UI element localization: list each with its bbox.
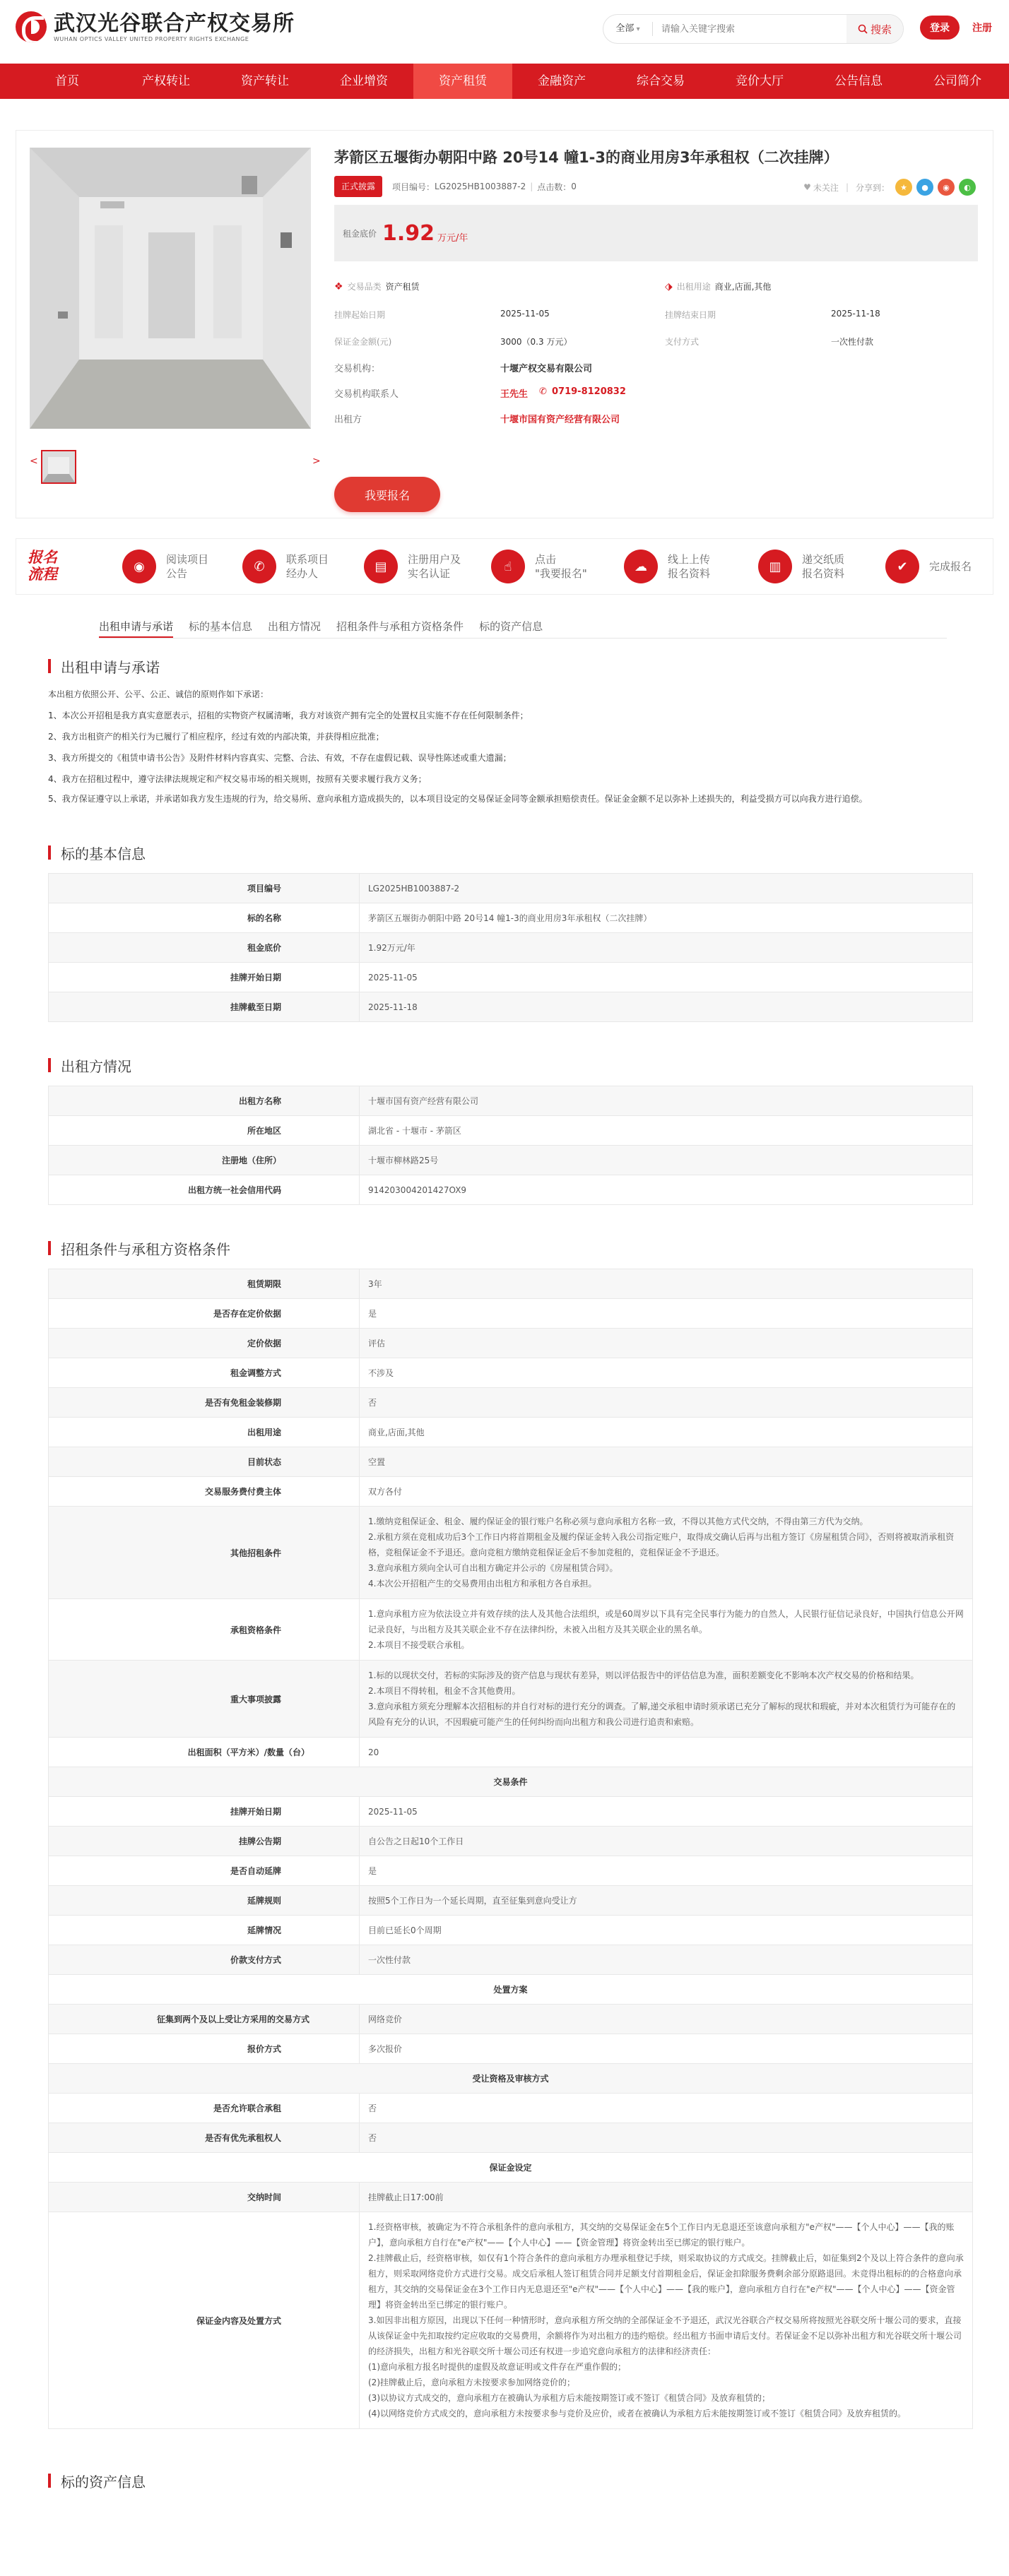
search-bar bbox=[603, 14, 904, 44]
detail-tab[interactable]: 标的基本信息 bbox=[189, 620, 253, 633]
listing-start-value: 2025-11-05 bbox=[500, 309, 550, 319]
nav-item[interactable]: 公司简介 bbox=[933, 74, 981, 88]
next-photo-arrow-icon[interactable]: > bbox=[312, 456, 321, 467]
pledge-line: 2、我方出租资产的相关行为已履行了相应程序，经过有效的内部决策，并获得相应批准； bbox=[48, 732, 384, 742]
category-icon: ❖ bbox=[334, 280, 343, 292]
main-nav bbox=[0, 64, 1009, 99]
project-code-label: 项目编号： bbox=[392, 182, 435, 192]
pledge-section bbox=[48, 657, 974, 808]
table-row bbox=[49, 1116, 973, 1146]
agency-value: 十堰产权交易有限公司 bbox=[500, 364, 593, 374]
flow-title-line2: 流程 bbox=[28, 566, 57, 583]
nav-item[interactable]: 综合交易 bbox=[637, 74, 685, 88]
row-value: 否 bbox=[360, 2094, 973, 2123]
meta-divider: | bbox=[530, 182, 533, 191]
payment-method-value: 一次性付款 bbox=[831, 337, 874, 347]
flow-step-label: 线上上传 报名资料 bbox=[668, 553, 711, 580]
row-key: 租赁期限 bbox=[49, 1269, 360, 1299]
row-key: 挂牌开始日期 bbox=[49, 963, 360, 992]
table-row bbox=[49, 1827, 973, 1856]
row-value: 目前已延长0个周期 bbox=[360, 1916, 973, 1945]
flow-step-icon: ✆ bbox=[242, 550, 276, 583]
share-label: 分享到： bbox=[855, 182, 890, 193]
flow-step-icon: ▤ bbox=[364, 550, 398, 583]
row-key: 租金底价 bbox=[49, 933, 360, 963]
lessor-section bbox=[48, 1056, 974, 1205]
row-value: 一次性付款 bbox=[360, 1945, 973, 1975]
detail-tabs bbox=[99, 609, 947, 639]
flow-step-label: 点击 "我要报名" bbox=[535, 553, 587, 580]
lessor-info-title: 出租方情况 bbox=[48, 1056, 974, 1074]
row-value: 茅箭区五堰街办朝阳中路 20号14 幢1-3的商业用房3年承租权（二次挂牌） bbox=[360, 903, 973, 933]
nav-item[interactable]: 企业增资 bbox=[340, 74, 388, 88]
register-button[interactable]: 注册 bbox=[972, 23, 992, 34]
table-row bbox=[49, 2123, 973, 2153]
row-value: 1.缴纳竞租保证金、租金、履约保证金的银行账户名称必须与意向承租方名称一致，不得以其他方式代交纳，不得由第三方代为交纳。 2.承租方须在竞租成功后3个工作日内将首期租金及履约保证金转入我公司指定账户，取得成交确认后再与出租方签订《房屋租赁合同》，否则将被取消承租资格，竞租保证金不予退还。意向竞租方缴纳竞租保证金后不参加竞租的，竞租保证金不予退还。 3.意向承租方须向全认可自出租方确定并公示的《房屋租赁合同》。 4.本次公开招租产生的交易费用由出租方和承租方各自承担。 bbox=[360, 1507, 973, 1599]
group-label: 交易条件 bbox=[49, 1767, 973, 1797]
row-key: 保证金内容及处置方式 bbox=[49, 2212, 360, 2429]
pledge-line: 5、我方保证遵守以上承诺，并承诺如我方发生违规的行为，给交易所、意向承租方造成损失的，以本项目设定的交易保证金同等金额承担赔偿责任。保证金金额不足以弥补上述损失的，利益受损方可以向我方进行追偿。 bbox=[48, 794, 868, 804]
row-value: 自公告之日起10个工作日 bbox=[360, 1827, 973, 1856]
row-key: 是否存在定价依据 bbox=[49, 1299, 360, 1329]
price-value: 1.92 bbox=[382, 220, 435, 246]
row-value: 否 bbox=[360, 1388, 973, 1418]
search-button-label: 搜索 bbox=[870, 23, 892, 36]
table-row bbox=[49, 903, 973, 933]
table-row bbox=[49, 1299, 973, 1329]
table-row bbox=[49, 1599, 973, 1661]
table-row bbox=[49, 1269, 973, 1299]
basic-info-table bbox=[48, 873, 973, 1022]
follow-share-bar bbox=[803, 179, 976, 196]
usage bbox=[665, 280, 771, 292]
project-code: LG2025HB1003887-2 bbox=[435, 182, 526, 191]
flow-step-label: 阅读项目 公告 bbox=[166, 553, 209, 580]
prev-photo-arrow-icon[interactable]: < bbox=[30, 456, 38, 467]
row-value: 2025-11-18 bbox=[360, 992, 973, 1022]
table-row bbox=[49, 874, 973, 903]
row-value: 否 bbox=[360, 2123, 973, 2153]
table-row bbox=[49, 1886, 973, 1916]
conditions-title: 招租条件与承租方资格条件 bbox=[48, 1239, 974, 1257]
basic-info-section bbox=[48, 843, 974, 1022]
click-count-label: 点击数： bbox=[537, 182, 572, 192]
conditions-section bbox=[48, 1239, 974, 2429]
project-meta bbox=[334, 176, 577, 197]
contact-label: 交易机构联系人 bbox=[334, 389, 399, 400]
asset-type-value: 资产租赁 bbox=[385, 282, 420, 292]
photo-thumbnail[interactable] bbox=[41, 450, 76, 484]
pledge-title: 出租申请与承诺 bbox=[48, 657, 974, 675]
row-key: 挂牌公告期 bbox=[49, 1827, 360, 1856]
photo-thumbnail-strip bbox=[30, 450, 321, 471]
flow-step-label: 联系项目 经办人 bbox=[286, 553, 329, 580]
usage-value: 商业,店面,其他 bbox=[714, 282, 772, 292]
row-value: 挂牌截止日17:00前 bbox=[360, 2183, 973, 2212]
nav-item[interactable]: 金融资产 bbox=[538, 74, 586, 88]
deposit-label: 保证金金额(元) bbox=[334, 337, 392, 347]
lessor-info-table bbox=[48, 1086, 973, 1205]
table-row bbox=[49, 1797, 973, 1827]
row-value: 十堰市国有资产经营有限公司 bbox=[360, 1086, 973, 1116]
lessor-label: 出租方 bbox=[334, 415, 362, 425]
project-photo bbox=[30, 148, 311, 429]
table-row bbox=[49, 1477, 973, 1507]
detail-tab[interactable]: 出租方情况 bbox=[268, 620, 321, 633]
share-divider: | bbox=[845, 182, 849, 192]
nav-item[interactable]: 公告信息 bbox=[834, 74, 883, 88]
deposit-value: 3000（0.3 万元） bbox=[500, 337, 572, 347]
wechat-share-icon[interactable]: ◐ bbox=[959, 179, 976, 196]
flow-step bbox=[885, 550, 972, 583]
group-label: 处置方案 bbox=[49, 1975, 973, 2005]
flow-step-icon: ▥ bbox=[758, 550, 792, 583]
logo-name: 武汉光谷联合产权交易所 bbox=[54, 11, 295, 36]
flow-step bbox=[624, 550, 710, 583]
table-row bbox=[49, 2005, 973, 2034]
qzone-share-icon[interactable]: ★ bbox=[895, 179, 912, 196]
row-value: 1.经资格审核，被确定为不符合承租条件的意向承租方，其交纳的交易保证金在5个工作日内无息退还至该意向承租方"e产权"——【个人中心】——【我的账户】，意向承租方自行在"e产权"——【个人中心】——【资金管理】将资金转出至已绑定的银行账户。 2.挂牌截止后，经资格审核，如仅有1个符合条件的意向承租方办理承租登记手续，则采取协议的方式成交。挂牌截止后，如征集到2个及以上符合条件的意向承租方，则采取网络竞价方式进行交易。成交后承租人签订租赁合同并足额支付首期租金后，保证金扣除服务费剩余部分原路退回。未竞得出租标的的合格意向承租方，其交纳的交易保证金在3个工作日内无息退还至"e产权"——【个人中心】——【我的账户】，意向承租方自行在"e产权"——【个人中心】——【资金管理】将资金转出至已绑定的银行账户。 3.如因非出租方原因，出现以下任何一种情形时，意向承租方所交纳的全部保证金不予退还，武汉光谷联合产权交易所将按照光谷联交所十堰公司的要求，直接从该保证金中先扣取按约定应收取的交易费用，余额将作为对出租方的违约赔偿。经出租方书面申请后支付。若保证金不足以弥补出租方和光谷联交所十堰公司的经济损失，出租方和光谷联交所十堰公司还有权进一步追究意向承租方的法律和经济责任： (1)意向承租方报名时提供的虚假及故意证明或文件存在严重作假的； (2)挂牌截止后，意向承租方未按要求参加网络竞价的； (3)以协议方式成交的，意向承租方在被确认为承租方后未能按期签订或不签订《租赁合同》及放弃租赁的； (4)以网络竞价方式成交的，意向承租方未按要求参与竞价及应价，或者在被确认为承租方后未能按期签订或不签订《租赁合同》及放弃租赁的。 bbox=[360, 2212, 973, 2429]
pledge-line: 3、我方所提交的《租赁申请书公告》及附件材料内容真实、完整、合法、有效，不存在虚假记载、误导性陈述或重大遗漏； bbox=[48, 753, 512, 763]
row-value: 湖北省 - 十堰市 - 茅箭区 bbox=[360, 1116, 973, 1146]
row-key: 是否有免租金装修期 bbox=[49, 1388, 360, 1418]
table-row bbox=[49, 1856, 973, 1886]
row-key: 重大事项披露 bbox=[49, 1661, 360, 1738]
table-row bbox=[49, 2183, 973, 2212]
flow-title bbox=[28, 549, 57, 583]
nav-item[interactable]: 产权转让 bbox=[142, 74, 190, 88]
row-value: 空置 bbox=[360, 1447, 973, 1477]
project-title: 茅箭区五堰街办朝阳中路 20号14 幢1-3的商业用房3年承租权（二次挂牌） bbox=[334, 149, 839, 166]
site-header bbox=[0, 0, 1009, 64]
row-key: 延牌规则 bbox=[49, 1886, 360, 1916]
flow-step bbox=[364, 550, 461, 583]
row-value: 3年 bbox=[360, 1269, 973, 1299]
contact-name: 王先生 bbox=[500, 389, 529, 400]
table-row bbox=[49, 1661, 973, 1738]
row-key: 挂牌开始日期 bbox=[49, 1797, 360, 1827]
row-key: 目前状态 bbox=[49, 1447, 360, 1477]
group-label: 受让资格及审核方式 bbox=[49, 2064, 973, 2094]
row-value: 2025-11-05 bbox=[360, 1797, 973, 1827]
row-value: 按照5个工作日为一个延长周期，直至征集到意向受让方 bbox=[360, 1886, 973, 1916]
table-row bbox=[49, 1175, 973, 1205]
row-key: 交易服务费付费主体 bbox=[49, 1477, 360, 1507]
row-key: 是否自动延牌 bbox=[49, 1856, 360, 1886]
heart-icon[interactable]: ♥ bbox=[803, 182, 811, 192]
row-value: 1.标的以现状交付，若标的实际涉及的资产信息与现状有差异，则以评估报告中的评估信息为准，面积差额变化不影响本次产权交易的价格和结果。 2.本项目不得转租，租金不含其他费用。 3.意向承租方须充分理解本次招租标的并自行对标的进行充分的调查。了解,递交承租申请时须承诺已充分了解标的现状和瑕疵，并对本次租赁行为可能存在的风险有充分的认识，不因瑕疵可能产生的任何纠纷而向出租方和我公司进行追责和索赔。 bbox=[360, 1661, 973, 1738]
detail-tab[interactable]: 招租条件与承租方资格条件 bbox=[336, 620, 464, 633]
row-key: 延牌情况 bbox=[49, 1916, 360, 1945]
flow-step-icon: ◉ bbox=[122, 550, 156, 583]
flow-step bbox=[758, 550, 844, 583]
detail-tab[interactable]: 标的资产信息 bbox=[479, 620, 543, 633]
row-key: 承租资格条件 bbox=[49, 1599, 360, 1661]
table-row bbox=[49, 1418, 973, 1447]
row-key: 标的名称 bbox=[49, 903, 360, 933]
table-row bbox=[49, 963, 973, 992]
table-row bbox=[49, 1388, 973, 1418]
table-group-header bbox=[49, 2153, 973, 2183]
pledge-line: 本出租方依照公开、公平、公正、诚信的原则作如下承诺： bbox=[48, 689, 269, 699]
row-value: 2025-11-05 bbox=[360, 963, 973, 992]
room-photo-image bbox=[30, 148, 311, 429]
basic-info-title: 标的基本信息 bbox=[48, 843, 974, 862]
row-key: 出租用途 bbox=[49, 1418, 360, 1447]
search-scope-select[interactable]: 全部 ▾ bbox=[603, 22, 653, 36]
listing-start-label: 挂牌起始日期 bbox=[334, 310, 386, 320]
flow-step-label: 完成报名 bbox=[929, 560, 972, 573]
table-row bbox=[49, 933, 973, 963]
search-icon bbox=[858, 24, 868, 34]
price-bar bbox=[334, 205, 978, 261]
flow-step-label: 注册用户及 实名认证 bbox=[408, 553, 461, 580]
table-row bbox=[49, 992, 973, 1022]
table-row bbox=[49, 1447, 973, 1477]
table-row bbox=[49, 1086, 973, 1116]
pledge-line: 1、本次公开招租是我方真实意愿表示，招租的实物资产权属清晰，我方对该资产拥有完全的处置权且实施不存在任何限制条件； bbox=[48, 711, 529, 720]
asset-info-title: 标的资产信息 bbox=[48, 2471, 974, 2490]
row-key: 所在地区 bbox=[49, 1116, 360, 1146]
flow-step bbox=[491, 550, 587, 583]
row-key: 注册地（住所） bbox=[49, 1146, 360, 1175]
follow-button[interactable]: 未关注 bbox=[813, 182, 839, 193]
listing-end-value: 2025-11-18 bbox=[831, 309, 880, 319]
row-value: 多次报价 bbox=[360, 2034, 973, 2064]
table-row bbox=[49, 1329, 973, 1358]
table-row bbox=[49, 1916, 973, 1945]
row-key: 出租方统一社会信用代码 bbox=[49, 1175, 360, 1205]
table-row bbox=[49, 2034, 973, 2064]
row-key: 征集到两个及以上受让方采用的交易方式 bbox=[49, 2005, 360, 2034]
asset-info-section bbox=[48, 2471, 974, 2490]
group-label: 保证金设定 bbox=[49, 2153, 973, 2183]
row-key: 项目编号 bbox=[49, 874, 360, 903]
phone-icon: ✆ bbox=[539, 386, 547, 397]
row-key: 定价依据 bbox=[49, 1329, 360, 1358]
logo-english-name: WUHAN OPTICS VALLEY UNITED PROPERTY RIGHTS EXCHANGE bbox=[54, 35, 249, 42]
search-input[interactable] bbox=[653, 24, 846, 35]
table-row bbox=[49, 2094, 973, 2123]
pledge-text bbox=[48, 684, 974, 808]
row-value: 1.92万元/年 bbox=[360, 933, 973, 963]
login-button[interactable]: 登录 bbox=[920, 16, 960, 40]
table-row bbox=[49, 1507, 973, 1599]
nav-item[interactable]: 资产转让 bbox=[241, 74, 289, 88]
apply-button[interactable]: 我要报名 bbox=[334, 477, 440, 512]
project-summary-card bbox=[16, 130, 993, 518]
row-key: 挂牌截至日期 bbox=[49, 992, 360, 1022]
row-key: 租金调整方式 bbox=[49, 1358, 360, 1388]
payment-method-label: 支付方式 bbox=[665, 337, 700, 347]
lessor-value: 十堰市国有资产经营有限公司 bbox=[500, 415, 620, 425]
row-value: LG2025HB1003887-2 bbox=[360, 874, 973, 903]
row-value: 不涉及 bbox=[360, 1358, 973, 1388]
table-row bbox=[49, 1358, 973, 1388]
qq-share-icon[interactable]: ● bbox=[916, 179, 933, 196]
search-button[interactable] bbox=[846, 15, 903, 43]
flow-step bbox=[242, 550, 329, 583]
asset-type bbox=[334, 280, 420, 292]
row-key: 其他招租条件 bbox=[49, 1507, 360, 1599]
logo-mark-icon bbox=[16, 11, 47, 42]
row-value: 1.意向承租方应为依法设立并有效存续的法人及其他合法组织，或是60周岁以下具有完全民事行为能力的自然人，人民银行征信记录良好，中国执行信息公开网记录良好，与出租方及其关联企业不存在法律纠纷，未被入出租方及其关联企业的黑名单。 2.本项目不接受联合承租。 bbox=[360, 1599, 973, 1661]
nav-item[interactable]: 首页 bbox=[55, 74, 79, 88]
registration-flow bbox=[16, 538, 993, 595]
site-logo[interactable] bbox=[16, 11, 295, 42]
row-key: 出租方名称 bbox=[49, 1086, 360, 1116]
row-value: 商业,店面,其他 bbox=[360, 1418, 973, 1447]
weibo-share-icon[interactable]: ◉ bbox=[938, 179, 955, 196]
listing-end-label: 挂牌结束日期 bbox=[665, 310, 716, 320]
nav-item[interactable]: 竞价大厅 bbox=[736, 74, 784, 88]
table-group-header bbox=[49, 2064, 973, 2094]
row-value: 评估 bbox=[360, 1329, 973, 1358]
asset-type-label: 交易品类 bbox=[347, 282, 382, 292]
row-value: 是 bbox=[360, 1299, 973, 1329]
flow-step-icon: ☝ bbox=[491, 550, 525, 583]
detail-tab[interactable]: 出租申请与承诺 bbox=[99, 609, 173, 638]
contact-phone: 0719-8120832 bbox=[552, 386, 626, 397]
row-value: 十堰市柳林路25号 bbox=[360, 1146, 973, 1175]
table-row bbox=[49, 2212, 973, 2429]
building-icon: ⬗ bbox=[665, 280, 673, 292]
table-group-header bbox=[49, 1975, 973, 2005]
row-value: 网络竞价 bbox=[360, 2005, 973, 2034]
price-label: 租金底价 bbox=[343, 228, 377, 239]
row-key: 出租面积（平方米）/数量（台） bbox=[49, 1738, 360, 1767]
row-value: 20 bbox=[360, 1738, 973, 1767]
table-row bbox=[49, 1945, 973, 1975]
row-key: 报价方式 bbox=[49, 2034, 360, 2064]
price-unit: 万元/年 bbox=[437, 232, 468, 244]
usage-label: 出租用途 bbox=[676, 282, 711, 292]
agency-label: 交易机构： bbox=[334, 364, 381, 374]
flow-step bbox=[122, 550, 208, 583]
flow-step-icon: ☁ bbox=[624, 550, 658, 583]
pledge-line: 4、我方在招租过程中，遵守法律法规规定和产权交易市场的相关规则，按照有关要求履行我方义务； bbox=[48, 774, 427, 784]
click-count: 0 bbox=[571, 182, 577, 191]
table-row bbox=[49, 1738, 973, 1767]
table-row bbox=[49, 1146, 973, 1175]
flow-step-icon: ✔ bbox=[885, 550, 919, 583]
row-key: 价款支付方式 bbox=[49, 1945, 360, 1975]
conditions-table bbox=[48, 1269, 973, 2429]
table-group-header bbox=[49, 1767, 973, 1797]
row-value: 914203004201427OX9 bbox=[360, 1175, 973, 1205]
row-value: 是 bbox=[360, 1856, 973, 1886]
nav-item[interactable]: 资产租赁 bbox=[413, 64, 512, 99]
flow-step-label: 递交纸质 报名资料 bbox=[802, 553, 845, 580]
row-key: 是否有优先承租权人 bbox=[49, 2123, 360, 2153]
status-badge: 正式披露 bbox=[334, 176, 382, 197]
flow-title-line1: 报名 bbox=[28, 549, 57, 566]
row-key: 交纳时间 bbox=[49, 2183, 360, 2212]
row-value: 双方各付 bbox=[360, 1477, 973, 1507]
row-key: 是否允许联合承租 bbox=[49, 2094, 360, 2123]
